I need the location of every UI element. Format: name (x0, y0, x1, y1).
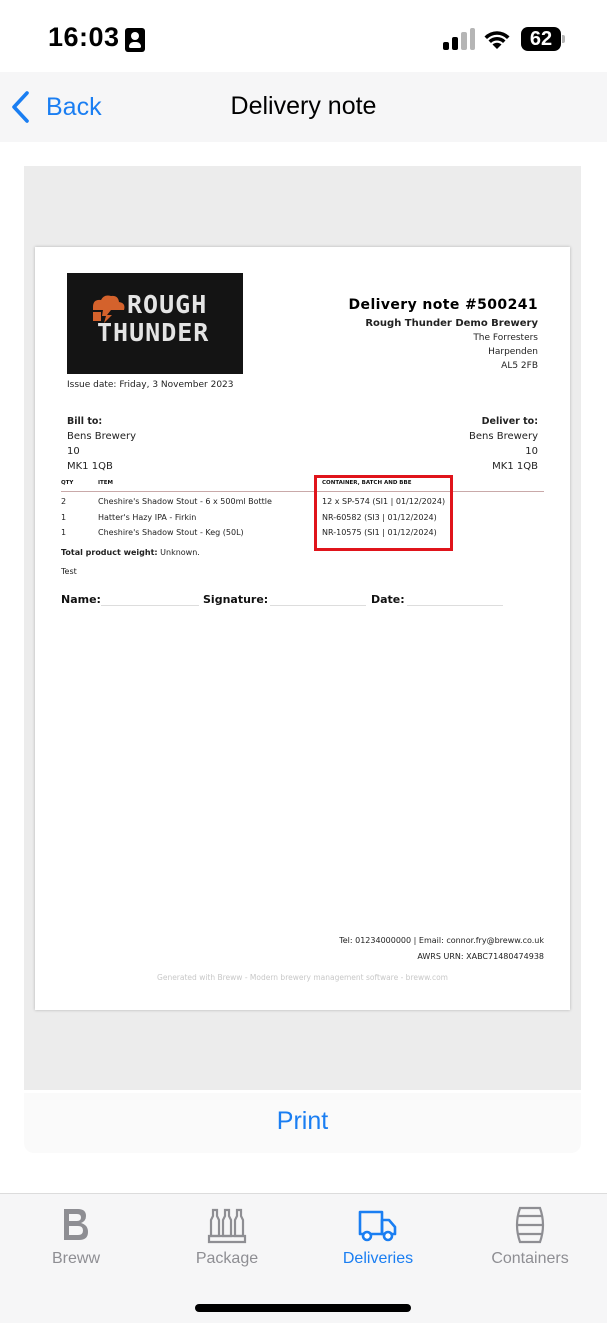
row-qty: 1 (61, 528, 67, 537)
tab-deliveries[interactable] (302, 1206, 454, 1276)
row-container: NR-10575 (SI1 | 01/12/2024) (322, 528, 437, 537)
deliver-to-label: Deliver to: (481, 416, 538, 427)
row-item: Hatter's Hazy IPA - Firkin (98, 513, 197, 522)
footer-generated: Generated with Breww - Modern brewery management software - breww.com (157, 973, 448, 982)
delivery-note-title: Delivery note #500241 (348, 297, 538, 313)
back-label: Back (46, 92, 102, 121)
name-line (101, 605, 199, 606)
sender-address-line: Harpenden (488, 347, 538, 357)
page-title: Delivery note (230, 92, 377, 120)
name-field-label: Name: (61, 593, 101, 606)
tab-label: Breww (51, 1250, 100, 1267)
bill-to-line: 10 (67, 446, 80, 457)
navigation-bar (0, 72, 607, 142)
tab-containers[interactable] (454, 1206, 606, 1276)
brewery-logo (67, 273, 243, 374)
row-qty: 2 (61, 497, 67, 506)
print-bar (24, 1093, 581, 1153)
sender-address (365, 317, 538, 373)
row-item: Cheshire's Shadow Stout - Keg (50L) (98, 528, 244, 537)
tab-label: Containers (491, 1250, 569, 1267)
footer-contact: Tel: 01234000000 | Email: connor.fry@breww.co.uk (339, 936, 544, 945)
status-time: 16:03 (48, 22, 120, 52)
delivery-truck-icon (358, 1206, 398, 1244)
total-weight (61, 548, 200, 557)
row-container: 12 x SP-574 (SI1 | 01/12/2024) (322, 497, 446, 506)
column-header-qty: QTY (61, 480, 74, 486)
container-highlight-box (314, 475, 453, 551)
table-row (61, 513, 544, 528)
id-card-icon (125, 28, 145, 52)
status-bar (0, 0, 607, 72)
breww-logo-icon (60, 1206, 92, 1244)
battery-icon (521, 27, 565, 51)
date-field-label: Date: (371, 593, 405, 606)
delivery-note-text: Test (61, 567, 77, 576)
sender-name: Rough Thunder Demo Brewery (365, 318, 538, 329)
deliver-to-line: MK1 1QB (492, 461, 538, 472)
wifi-icon (482, 27, 512, 51)
date-line (407, 605, 503, 606)
cellular-signal-icon (443, 28, 475, 50)
issue-date: Issue date: Friday, 3 November 2023 (67, 380, 234, 390)
print-button[interactable]: Print (276, 1107, 329, 1135)
delivery-note-page (35, 247, 570, 1010)
table-row (61, 497, 544, 512)
home-indicator (195, 1304, 411, 1312)
tab-bar (0, 1193, 607, 1323)
tab-breww[interactable] (0, 1206, 152, 1276)
bill-to-line: Bens Brewery (67, 431, 137, 442)
deliver-to-line: 10 (525, 446, 538, 457)
sender-address-line: The Forresters (473, 333, 538, 343)
bill-to-line: MK1 1QB (67, 461, 113, 472)
signature-line (270, 605, 366, 606)
sender-address-line: AL5 2FB (501, 361, 538, 371)
tab-label: Deliveries (342, 1250, 414, 1267)
bottles-icon (207, 1206, 247, 1244)
table-header-divider (61, 491, 544, 492)
bill-to-label: Bill to: (67, 416, 103, 427)
row-item: Cheshire's Shadow Stout - 6 x 500ml Bottle (98, 497, 272, 506)
signature-field-label: Signature: (203, 593, 269, 606)
tab-label: Package (195, 1250, 259, 1267)
deliver-to-line: Bens Brewery (468, 431, 538, 442)
footer-awrs-urn: AWRS URN: XABC71480474938 (417, 952, 544, 961)
row-container: NR-60582 (SI3 | 01/12/2024) (322, 513, 437, 522)
logo-text-line-2: THUNDER (97, 318, 210, 347)
total-weight-value: Unknown. (160, 548, 200, 557)
column-header-container: CONTAINER, BATCH AND BBE (322, 480, 412, 486)
deliver-to-address (469, 414, 538, 474)
logo-text-line-1: ROUGH (127, 290, 208, 319)
barrel-icon (513, 1206, 547, 1244)
row-qty: 1 (61, 513, 67, 522)
tab-package[interactable] (151, 1206, 303, 1276)
document-preview[interactable] (24, 166, 581, 1090)
bill-to-address (67, 414, 136, 474)
column-header-item: ITEM (98, 480, 114, 486)
battery-level: 62 (529, 28, 553, 50)
table-row (61, 528, 544, 543)
total-weight-label: Total product weight: (61, 548, 158, 557)
